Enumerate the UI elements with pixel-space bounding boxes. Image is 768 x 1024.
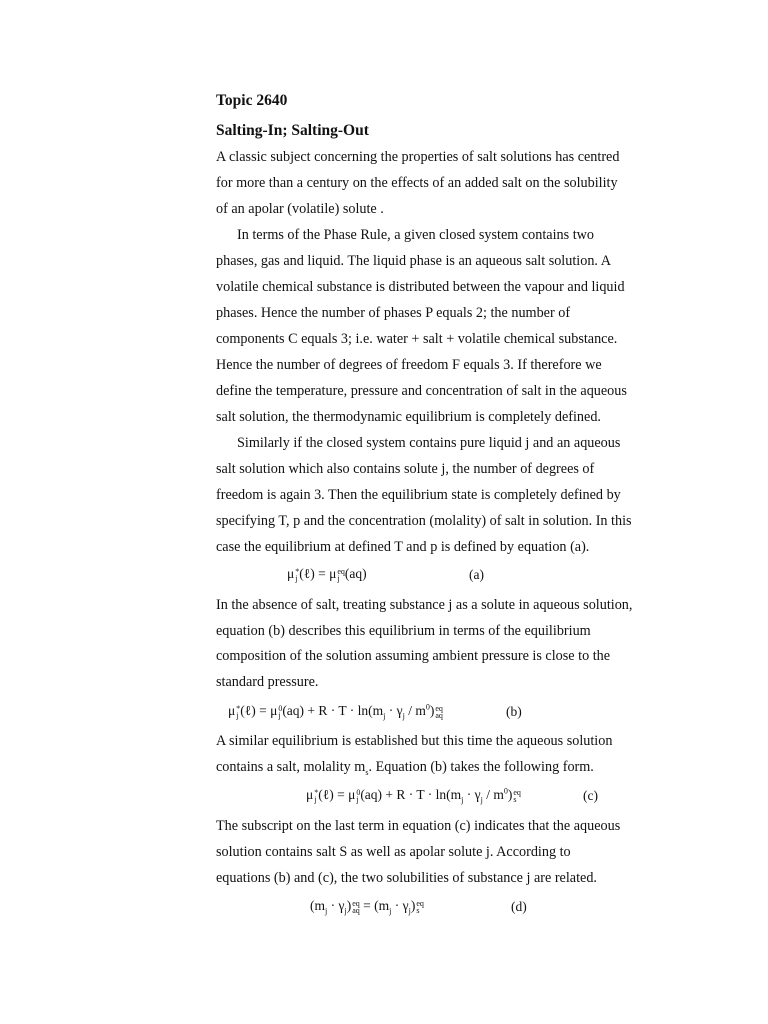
text-fragment: contains a salt, molality m	[216, 759, 366, 775]
text-line: In terms of the Phase Rule, a given closed system contains two	[237, 227, 594, 243]
topic-title: Salting-In; Salting-Out	[216, 122, 369, 139]
text-line: A similar equilibrium is established but this time the aqueous solution	[216, 733, 613, 749]
text-fragment: . Equation (b) takes the following form.	[368, 759, 594, 775]
text-line: Similarly if the closed system contains pure liquid j and an aqueous	[237, 435, 621, 451]
text-line: A classic subject concerning the properties of salt solutions has centred	[216, 149, 620, 165]
text-line: define the temperature, pressure and concentration of salt in the aqueous	[216, 383, 627, 399]
text-line: In the absence of salt, treating substance j as a solute in aqueous solution,	[216, 597, 633, 613]
text-line: standard pressure.	[216, 674, 319, 690]
text-line: phases. Hence the number of phases P equals 2; the number of	[216, 305, 571, 321]
equation-c-label: (c)	[583, 788, 598, 803]
text-line: phases, gas and liquid. The liquid phase is an aqueous salt solution. A	[216, 253, 611, 269]
text-line: composition of the solution assuming ambient pressure is close to the	[216, 648, 611, 664]
equation-c: μ * j (ℓ) = μ 0 j $(aq) + R \cdot T \cdot \ln(m_j \cdot \gamma_j / m^0)$ eq s	[306, 786, 521, 805]
text-line: components C equals 3; i.e. water + salt + volatile chemical substance.	[216, 331, 618, 347]
text-line: specifying T, p and the concentration (molality) of salt in solution. In this	[216, 513, 632, 529]
text-line: contains a salt, molality $m_s$. Equation (b) takes the following form.	[216, 759, 594, 777]
text-line: for more than a century on the effects of an added salt on the solubility	[216, 175, 618, 191]
text-line: equation (b) describes this equilibrium in terms of the equilibrium	[216, 623, 591, 639]
topic-number: Topic 2640	[216, 92, 288, 109]
equation-a-label: (a)	[469, 567, 484, 582]
text-line: case the equilibrium at defined T and p is defined by equation (a).	[216, 539, 590, 555]
text-line: solution contains salt S as well as apolar solute j. According to	[216, 844, 571, 860]
text-line: salt solution, the thermodynamic equilibrium is completely defined.	[216, 409, 601, 425]
equation-b-label: (b)	[506, 704, 522, 719]
equation-d-label: (d)	[511, 899, 527, 914]
text-line: volatile chemical substance is distributed between the vapour and liquid	[216, 279, 625, 295]
equation-d: $(m_j \cdot \gamma_j)$ eq aq = $(m_j \cdot \gamma_j)$ eq s	[310, 898, 424, 916]
equation-b: μ * j (ℓ) = μ 0 j $(aq) + R \cdot T \cdot \ln(m_j \cdot \gamma_j / m^0)$ eq aq	[228, 702, 443, 721]
text-line: Hence the number of degrees of freedom F equals 3. If therefore we	[216, 357, 602, 373]
equation-a: μ * j (ℓ) = μ eq j (aq)	[287, 566, 367, 583]
text-line: equations (b) and (c), the two solubilities of substance j are related.	[216, 870, 597, 886]
text-line: salt solution which also contains solute j, the number of degrees of	[216, 461, 595, 477]
text-line: freedom is again 3. Then the equilibrium state is completely defined by	[216, 487, 621, 503]
text-line: of an apolar (volatile) solute .	[216, 201, 384, 217]
text-line: The subscript on the last term in equation (c) indicates that the aqueous	[216, 818, 621, 834]
